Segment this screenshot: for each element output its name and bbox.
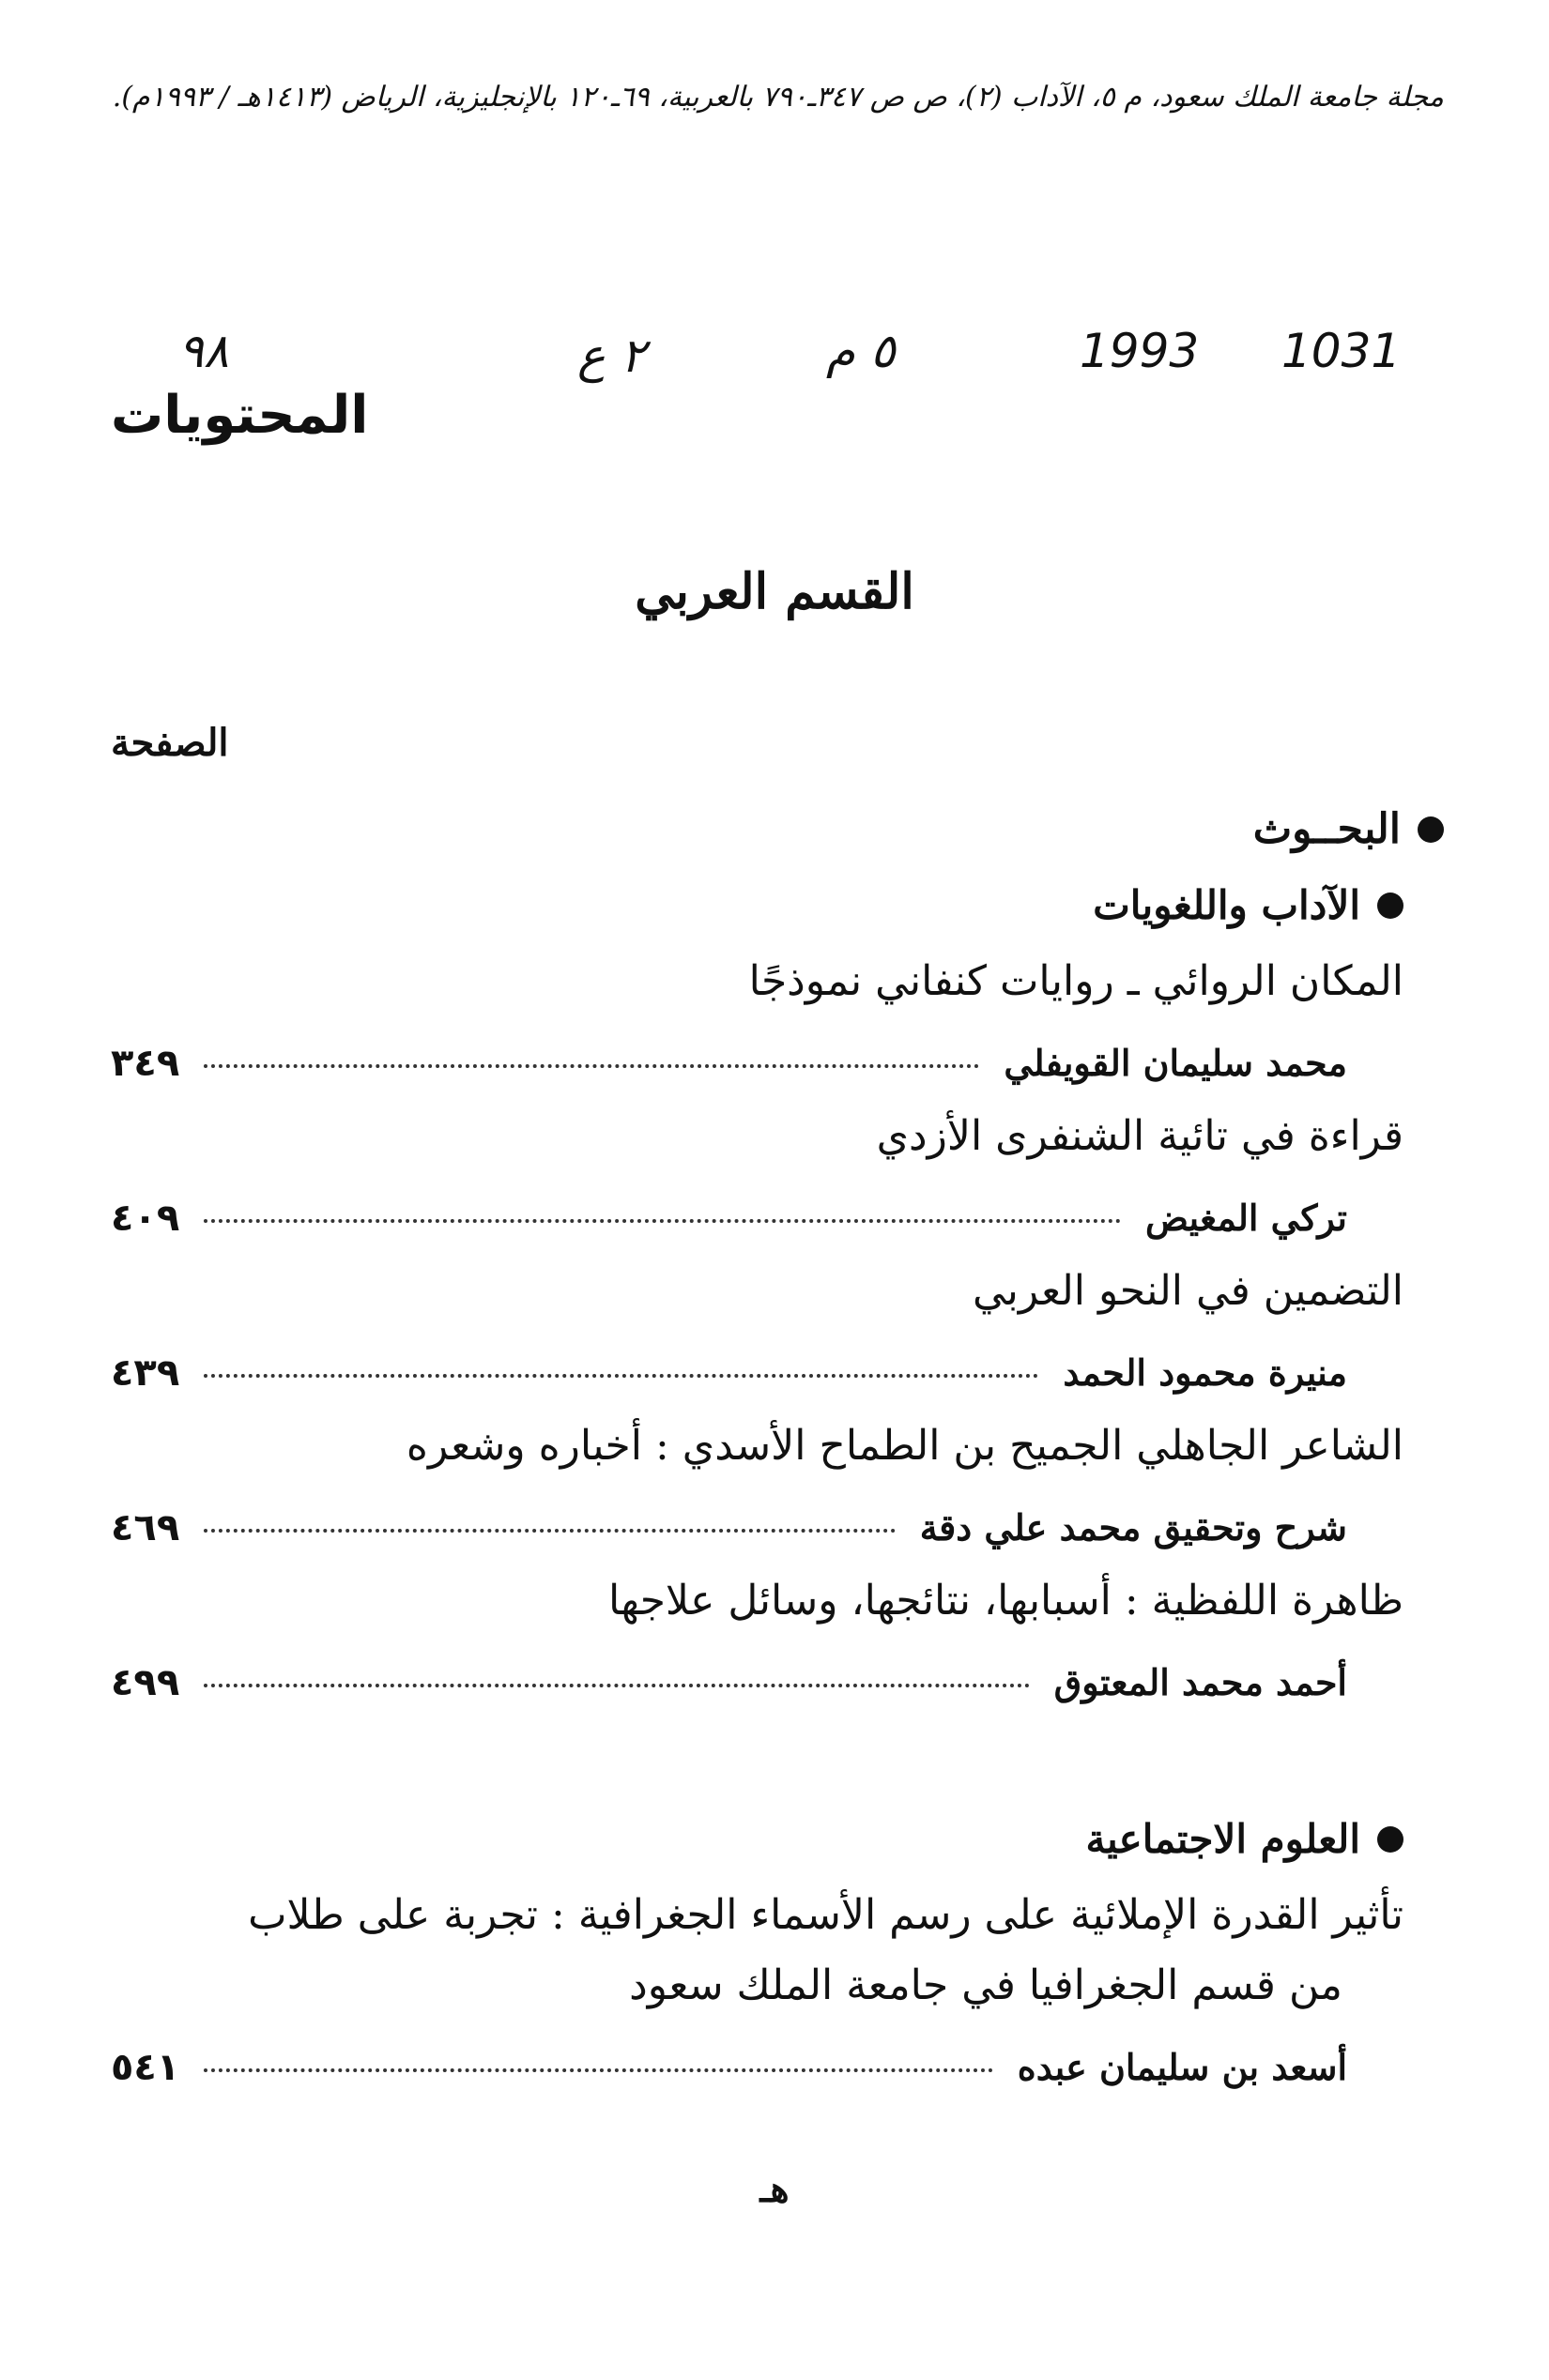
dot-leader	[204, 1529, 895, 1533]
dot-leader	[204, 1374, 1038, 1378]
toc-entry-author: أحمد محمد المعتوق	[1053, 1661, 1347, 1703]
group-heading-label: العلوم الاجتماعية	[1085, 1816, 1360, 1862]
bullet-icon	[1418, 816, 1444, 843]
dot-leader	[204, 1064, 979, 1068]
toc-entry-author-row	[111, 1661, 1347, 1704]
page-column-label: الصفحة	[111, 721, 229, 765]
page-folio: هـ	[759, 2168, 790, 2210]
toc-entry-page[interactable]: ٤٦٩	[111, 1506, 180, 1549]
toc-entry-title-continued[interactable]: من قسم الجغرافيا في جامعة الملك سعود	[629, 1961, 1342, 2009]
toc-entry-author: شرح وتحقيق محمد علي دقة	[919, 1506, 1347, 1549]
bullet-icon	[1377, 892, 1403, 919]
dot-leader	[204, 2068, 993, 2072]
toc-entry-author: منيرة محمود الحمد	[1063, 1351, 1347, 1394]
toc-entry-author-row	[111, 1506, 1347, 1549]
toc-entry-title[interactable]: ظاهرة اللفظية : أسبابها، نتائجها، وسائل علاجها	[608, 1577, 1403, 1625]
handwritten-note: ٢ ع	[577, 328, 646, 383]
toc-entry-page[interactable]: ٣٤٩	[111, 1042, 180, 1085]
toc-entry-title[interactable]: التضمين في النحو العربي	[972, 1267, 1403, 1315]
dot-leader	[204, 1684, 1030, 1687]
handwritten-note: ٥ م	[826, 324, 896, 378]
group-heading	[1093, 882, 1403, 928]
toc-entry-title[interactable]: الشاعر الجاهلي الجميح بن الطماح الأسدي : أخباره وشعره	[406, 1422, 1403, 1470]
toc-entry-author-row	[111, 1042, 1347, 1085]
handwritten-note: 1993	[1080, 324, 1200, 378]
group-heading-label: الآداب واللغويات	[1093, 882, 1360, 928]
toc-entry-author-row	[111, 1351, 1347, 1395]
toc-entry-page[interactable]: ٤٣٩	[111, 1351, 180, 1395]
toc-entry-page[interactable]: ٤٩٩	[111, 1661, 180, 1704]
toc-entry-author-row	[111, 1197, 1347, 1240]
handwritten-note: 1031	[1281, 324, 1402, 378]
dot-leader	[204, 1219, 1121, 1223]
toc-entry-author-row	[111, 2046, 1347, 2089]
research-heading-label: البحــوث	[1252, 805, 1401, 853]
research-heading	[1253, 805, 1444, 853]
section-title: القسم العربي	[635, 563, 914, 620]
toc-entry-title[interactable]: المكان الروائي ـ روايات كنفاني نموذجًا	[748, 957, 1403, 1005]
toc-entry-author: أسعد بن سليمان عبده	[1017, 2046, 1347, 2088]
toc-entry-title[interactable]: قراءة في تائية الشنفرى الأزدي	[876, 1112, 1403, 1160]
toc-entry-author: تركي المغيض	[1145, 1197, 1347, 1239]
toc-entry-page[interactable]: ٥٤١	[111, 2046, 180, 2089]
toc-entry-author: محمد سليمان القويفلي	[1004, 1042, 1347, 1084]
bullet-icon	[1377, 1826, 1403, 1853]
toc-entry-title[interactable]: تأثير القدرة الإملائية على رسم الأسماء الجغرافية : تجربة على طلاب	[248, 1891, 1403, 1939]
handwritten-note: ٩٨	[178, 324, 229, 378]
toc-entry-page[interactable]: ٤٠٩	[111, 1197, 180, 1240]
group-heading	[1085, 1816, 1403, 1862]
journal-citation-header: مجلة جامعة الملك سعود، م ٥، الآداب (٢)، ص ص ٣٤٧ـ٧٩٠ بالعربية، ٦٩ـ١٢٠ بالإنجليزية، الرياض (١٤١٣هـ / ١٩٩٣م).	[112, 81, 1444, 114]
page-title: المحتويات	[111, 385, 369, 446]
